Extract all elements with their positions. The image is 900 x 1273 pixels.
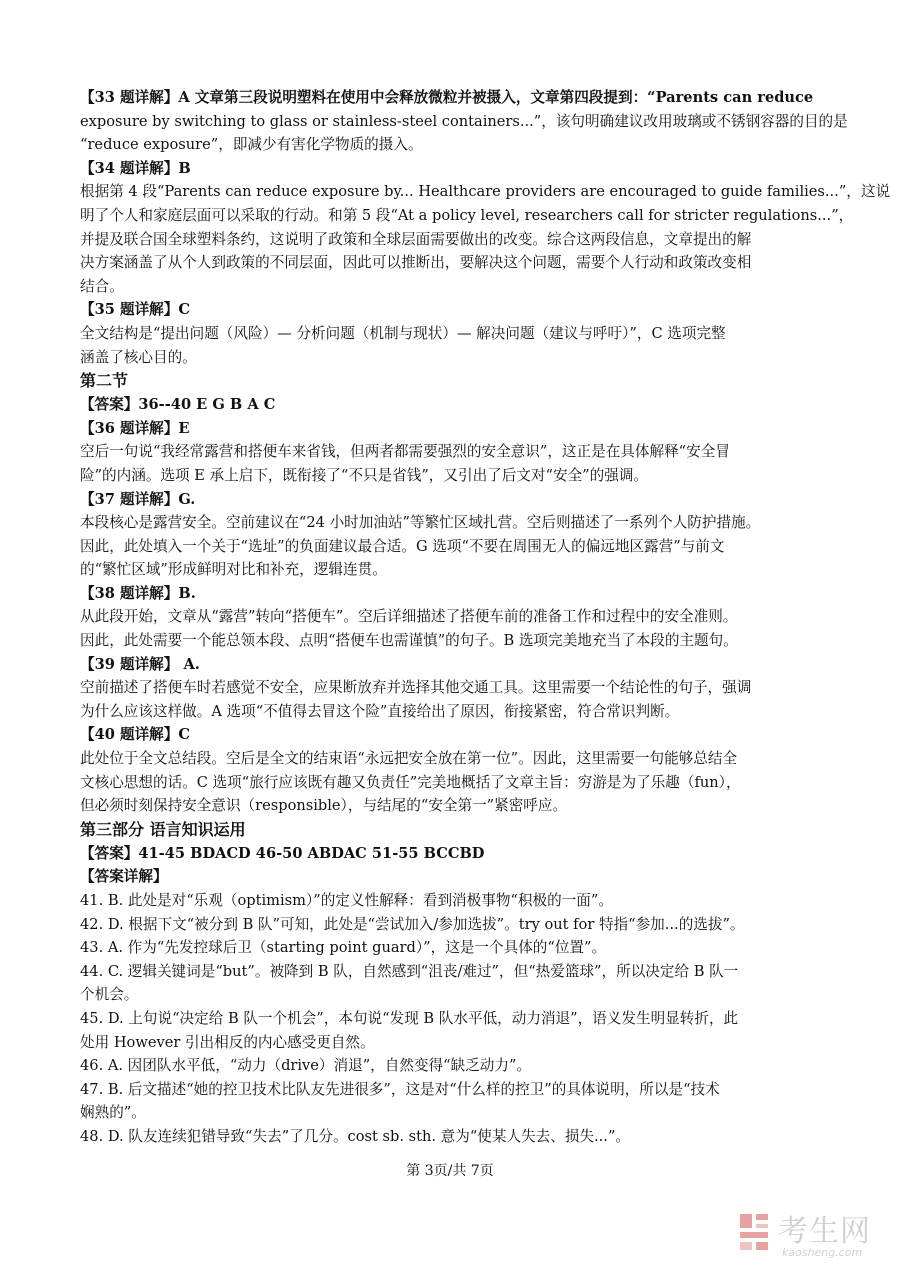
text-line: 涵盖了核心目的。 bbox=[80, 348, 197, 366]
text-line: exposure by switching to glass or stainless-steel containers...”，该句明确建议改用玻璃或不锈钢容器的目的是 bbox=[80, 112, 848, 130]
text-line: 个机会。 bbox=[80, 986, 139, 1004]
text-line: 处用 However 引出相反的内心感受更自然。 bbox=[80, 1033, 375, 1051]
text-line: 45. D. 上句说“决定给 B 队一个机会”，本句说“发现 B 队水平低，动力消退”，语义发生明显转折，此 bbox=[80, 1009, 739, 1027]
text-line: 为什么应该这样做。A 选项“不值得去冒这个险”直接给出了原因，衔接紧密，符合常识判断。 bbox=[80, 702, 680, 720]
section-heading: 【35 题详解】C bbox=[80, 301, 190, 319]
text-line: 全文结构是“提出问题（风险）— 分析问题（机制与现状）— 解决问题（建议与呼吁）”，C 选项完整 bbox=[80, 324, 726, 342]
text-line: 险”的内涵。选项 E 承上启下，既衔接了“不只是省钱”，又引出了后文对“安全”的强调。 bbox=[80, 466, 649, 484]
kaosheng-logo-icon bbox=[738, 1210, 772, 1252]
text-line: 文核心思想的话。C 选项“旅行应该既有趣又负责任”完美地概括了文章主旨：穷游是为了乐趣（fun）， bbox=[80, 773, 741, 791]
text-line: 此处位于全文总结段。空后是全文的结束语“永远把安全放在第一位”。因此，这里需要一句能够总结全 bbox=[80, 750, 738, 768]
text-line: 的“繁忙区域”形成鲜明对比和补充，逻辑连贯。 bbox=[80, 561, 387, 579]
part-heading: 第二节 bbox=[80, 371, 129, 391]
text-line: 【33 题详解】A 文章第三段说明塑料在使用中会释放微粒并被摄入，文章第四段提到：“Parents can reduce bbox=[80, 89, 814, 106]
watermark bbox=[738, 1206, 888, 1262]
text-line: 44. C. 逻辑关键词是“but”。被降到 B 队，自然感到“沮丧/难过”，但“热爱篮球”，所以决定给 B 队一 bbox=[80, 962, 739, 980]
text-line: 决方案涵盖了从个人到政策的不同层面，因此可以推断出，要解决这个问题，需要个人行动和政策改变相 bbox=[80, 254, 752, 272]
section-heading: 【34 题详解】B bbox=[80, 159, 191, 177]
text-line: 因此，此处填入一个关于“选址”的负面建议最合适。G 选项“不要在周围无人的偏远地区露营”与前文 bbox=[80, 537, 725, 555]
text-line: 但必须时刻保持安全意识（responsible），与结尾的“安全第一”紧密呼应。 bbox=[80, 797, 568, 815]
text-line: 空前描述了搭便车时若感觉不安全，应果断放弃并选择其他交通工具。这里需要一个结论性的句子，强调 bbox=[80, 679, 752, 697]
page-number: 第 3页/共 7页 bbox=[406, 1163, 494, 1179]
text-line: 42. D. 根据下文“被分到 B 队”可知，此处是“尝试加入/参加选拔”。try out for 特指“参加...的选拔”。 bbox=[80, 915, 745, 933]
text-line: 41. B. 此处是对“乐观（optimism）”的定义性解释：看到消极事物“积极的一面”。 bbox=[80, 892, 613, 909]
text-line: 根据第 4 段“Parents can reduce exposure by... Healthcare providers are encouraged to guide families...”，这说 bbox=[80, 183, 891, 201]
text-line: 从此段开始，文章从“露营”转向“搭便车”。空后详细描述了搭便车前的准备工作和过程中的安全准则。 bbox=[80, 608, 738, 626]
answer-line: 【答案】36--40 E G B A C bbox=[80, 396, 276, 414]
section-heading: 【40 题详解】C bbox=[80, 726, 190, 744]
text-line: 本段核心是露营安全。空前建议在“24 小时加油站”等繁忙区域扎营。空后则描述了一系列个人防护措施。 bbox=[80, 514, 761, 532]
text-line: 43. A. 作为“先发控球后卫（starting point guard）”，这是一个具体的“位置”。 bbox=[80, 939, 607, 957]
section-heading: 【36 题详解】E bbox=[80, 419, 190, 437]
watermark-brand: 考生网 bbox=[778, 1214, 871, 1249]
text-line: 并提及联合国全球塑料条约，这说明了政策和全球层面需要做出的改变。综合这两段信息，文章提出的解 bbox=[80, 230, 752, 248]
text-line: “reduce exposure”，即减少有害化学物质的摄入。 bbox=[80, 136, 423, 154]
text-line: 明了个人和家庭层面可以采取的行动。和第 5 段“At a policy level, researchers call for stricter regulations...”， bbox=[80, 206, 854, 224]
text-line: 46. A. 因团队水平低，“动力（drive）消退”，自然变得“缺乏动力”。 bbox=[80, 1057, 532, 1075]
part-heading: 第三部分 语言知识运用 bbox=[80, 819, 246, 839]
text-line: 因此，此处需要一个能总领本段、点明“搭便车也需谨慎”的句子。B 选项完美地充当了本段的主题句。 bbox=[80, 632, 738, 650]
watermark-site: kaosheng.com bbox=[782, 1246, 863, 1259]
section-heading: 【37 题详解】G. bbox=[80, 490, 196, 508]
text-line: 娴熟的”。 bbox=[80, 1104, 146, 1122]
text-line: 空后一句说“我经常露营和搭便车来省钱，但两者都需要强烈的安全意识”，这正是在具体解释“安全冒 bbox=[80, 443, 730, 461]
answer-line: 【答案】41-45 BDACD 46-50 ABDAC 51-55 BCCBD bbox=[80, 844, 485, 862]
text-line: 结合。 bbox=[80, 277, 124, 295]
section-heading: 【答案详解】 bbox=[80, 868, 168, 886]
section-heading: 【39 题详解】 A. bbox=[80, 655, 200, 673]
text-line: 47. B. 后文描述“她的控卫技术比队友先进很多”，这是对“什么样的控卫”的具体说明，所以是“技术 bbox=[80, 1080, 720, 1098]
document-body bbox=[80, 86, 891, 1149]
section-heading: 【38 题详解】B. bbox=[80, 584, 196, 602]
text-line: 48. D. 队友连续犯错导致“失去”了几分。cost sb. sth. 意为“使某人失去、损失...”。 bbox=[80, 1127, 631, 1145]
